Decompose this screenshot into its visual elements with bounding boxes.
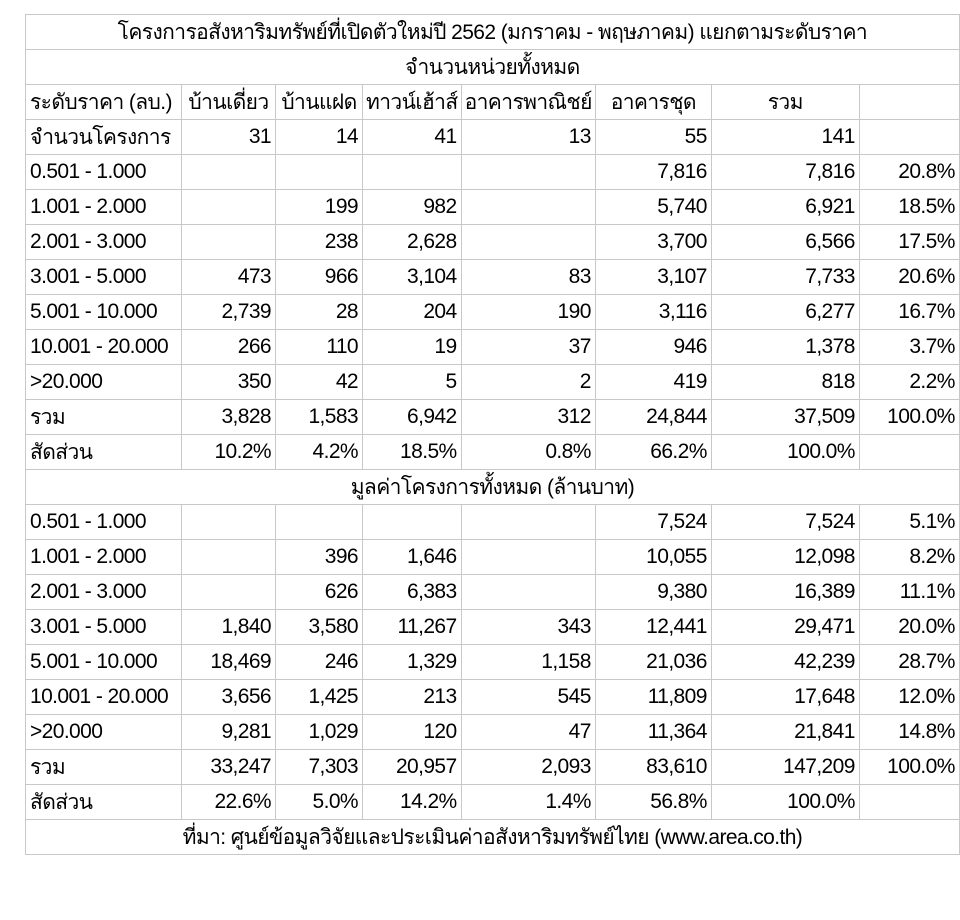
value-cell: 350 [182, 365, 276, 400]
value-cell: 190 [461, 295, 595, 330]
value-cell [182, 505, 276, 540]
value-cell: 83,610 [595, 750, 711, 785]
value-cell: 22.6% [182, 785, 276, 820]
value-cell: 2,739 [182, 295, 276, 330]
value-cell: 982 [363, 190, 462, 225]
value-cell: 120 [363, 715, 462, 750]
value-cell: 7,816 [711, 155, 859, 190]
row-label-cell: ระดับราคา (ลบ.) [26, 85, 182, 120]
column-header-cell: ทาวน์เฮ้าส์ [363, 85, 462, 120]
value-cell: 3,656 [182, 680, 276, 715]
value-cell: 1,029 [276, 715, 363, 750]
value-cell: 47 [461, 715, 595, 750]
value-cell [859, 435, 959, 470]
value-cell: 2,093 [461, 750, 595, 785]
value-cell: 8.2% [859, 540, 959, 575]
value-cell: 473 [182, 260, 276, 295]
row-label-cell: รวม [26, 750, 182, 785]
column-header-cell: อาคารชุด [595, 85, 711, 120]
value-cell: 4.2% [276, 435, 363, 470]
value-cell: 3.7% [859, 330, 959, 365]
row-label-cell: 5.001 - 10.000 [26, 295, 182, 330]
value-cell: 11.1% [859, 575, 959, 610]
value-cell [461, 540, 595, 575]
row-label-cell: 0.501 - 1.000 [26, 155, 182, 190]
value-cell: 17,648 [711, 680, 859, 715]
value-table-row [26, 610, 960, 645]
value-cell: 33,247 [182, 750, 276, 785]
value-cell: 141 [711, 120, 859, 155]
value-cell: 1,158 [461, 645, 595, 680]
value-cell: 14.2% [363, 785, 462, 820]
value-cell: 10,055 [595, 540, 711, 575]
value-cell: 147,209 [711, 750, 859, 785]
value-cell: 10.2% [182, 435, 276, 470]
value-cell: 1,840 [182, 610, 276, 645]
units-table-row [26, 260, 960, 295]
value-cell: 31 [182, 120, 276, 155]
value-cell [363, 155, 462, 190]
value-cell: 18.5% [859, 190, 959, 225]
value-table-row [26, 505, 960, 540]
value-cell: 18,469 [182, 645, 276, 680]
value-cell [461, 155, 595, 190]
value-cell: 1,425 [276, 680, 363, 715]
value-cell: 29,471 [711, 610, 859, 645]
value-cell [182, 190, 276, 225]
value-cell [182, 225, 276, 260]
value-cell: 66.2% [595, 435, 711, 470]
value-table-row [26, 540, 960, 575]
value-cell: 6,383 [363, 575, 462, 610]
value-cell: 100.0% [711, 435, 859, 470]
value-cell: 966 [276, 260, 363, 295]
value-cell [461, 190, 595, 225]
title-row [26, 15, 960, 50]
value-cell: 21,841 [711, 715, 859, 750]
value-cell: 24,844 [595, 400, 711, 435]
value-cell: 3,107 [595, 260, 711, 295]
value-cell: 14 [276, 120, 363, 155]
units-table-row [26, 365, 960, 400]
value-cell: 110 [276, 330, 363, 365]
value-cell: 6,566 [711, 225, 859, 260]
source-row [26, 820, 960, 855]
value-cell: 100.0% [859, 400, 959, 435]
value-cell: 2 [461, 365, 595, 400]
value-cell: 13 [461, 120, 595, 155]
value-cell: 16,389 [711, 575, 859, 610]
value-cell [182, 575, 276, 610]
row-label-cell: 5.001 - 10.000 [26, 645, 182, 680]
value-cell: 626 [276, 575, 363, 610]
row-label-cell: จำนวนโครงการ [26, 120, 182, 155]
units-table-row [26, 295, 960, 330]
value-cell: 20.6% [859, 260, 959, 295]
value-cell: 20.8% [859, 155, 959, 190]
value-cell: 16.7% [859, 295, 959, 330]
row-label-cell: 1.001 - 2.000 [26, 540, 182, 575]
value-cell: 55 [595, 120, 711, 155]
value-cell: 7,524 [595, 505, 711, 540]
value-cell: 37,509 [711, 400, 859, 435]
value-cell: 11,809 [595, 680, 711, 715]
value-cell: 100.0% [859, 750, 959, 785]
header-row [26, 85, 960, 120]
value-cell: 20,957 [363, 750, 462, 785]
units-table-row [26, 190, 960, 225]
value-cell [182, 155, 276, 190]
row-label-cell: สัดส่วน [26, 435, 182, 470]
units-table-row [26, 330, 960, 365]
value-table-row [26, 680, 960, 715]
value-cell: 12,098 [711, 540, 859, 575]
row-label-cell: >20.000 [26, 715, 182, 750]
value-cell [276, 505, 363, 540]
value-cell: 238 [276, 225, 363, 260]
units-table-row [26, 225, 960, 260]
value-cell [182, 540, 276, 575]
value-cell [461, 505, 595, 540]
price-level-table [25, 14, 960, 855]
section-row-units [26, 50, 960, 85]
row-label-cell: 3.001 - 5.000 [26, 610, 182, 645]
row-label-cell: รวม [26, 400, 182, 435]
value-cell [276, 155, 363, 190]
value-cell: 6,942 [363, 400, 462, 435]
value-cell [461, 225, 595, 260]
value-cell [859, 785, 959, 820]
row-label-cell: 2.001 - 3.000 [26, 225, 182, 260]
value-cell: 21,036 [595, 645, 711, 680]
value-cell: 11,267 [363, 610, 462, 645]
value-cell: 20.0% [859, 610, 959, 645]
row-label-cell: 2.001 - 3.000 [26, 575, 182, 610]
column-header-cell: บ้านเดี่ยว [182, 85, 276, 120]
column-header-cell [859, 85, 959, 120]
value-table-row [26, 645, 960, 680]
value-cell: 3,700 [595, 225, 711, 260]
row-label-cell: สัดส่วน [26, 785, 182, 820]
value-cell: 2.2% [859, 365, 959, 400]
source-note: ที่มา: ศูนย์ข้อมูลวิจัยและประเมินค่าอสังหาริมทรัพย์ไทย (www.area.co.th) [26, 820, 960, 855]
column-header-cell: รวม [711, 85, 859, 120]
value-cell: 7,524 [711, 505, 859, 540]
value-cell: 7,816 [595, 155, 711, 190]
table-title: โครงการอสังหาริมทรัพย์ที่เปิดตัวใหม่ปี 2562 (มกราคม - พฤษภาคม) แยกตามระดับราคา [26, 15, 960, 50]
value-cell: 204 [363, 295, 462, 330]
row-label-cell: 3.001 - 5.000 [26, 260, 182, 295]
value-cell: 28.7% [859, 645, 959, 680]
value-cell: 3,828 [182, 400, 276, 435]
row-label-cell: 1.001 - 2.000 [26, 190, 182, 225]
value-cell: 28 [276, 295, 363, 330]
value-cell: 6,921 [711, 190, 859, 225]
row-label-cell: 0.501 - 1.000 [26, 505, 182, 540]
value-cell: 18.5% [363, 435, 462, 470]
row-label-cell: 10.001 - 20.000 [26, 680, 182, 715]
units-table-row [26, 435, 960, 470]
value-cell: 42,239 [711, 645, 859, 680]
value-table-row [26, 575, 960, 610]
value-cell: 9,281 [182, 715, 276, 750]
value-cell: 100.0% [711, 785, 859, 820]
value-cell: 5.1% [859, 505, 959, 540]
value-cell: 213 [363, 680, 462, 715]
row-label-cell: >20.000 [26, 365, 182, 400]
value-cell: 5.0% [276, 785, 363, 820]
value-cell: 246 [276, 645, 363, 680]
value-cell: 83 [461, 260, 595, 295]
value-cell: 1.4% [461, 785, 595, 820]
value-cell: 0.8% [461, 435, 595, 470]
value-cell: 2,628 [363, 225, 462, 260]
value-cell [461, 575, 595, 610]
value-cell: 266 [182, 330, 276, 365]
value-table-row [26, 785, 960, 820]
value-cell: 5 [363, 365, 462, 400]
value-cell: 11,364 [595, 715, 711, 750]
units-table-row [26, 155, 960, 190]
value-cell: 12.0% [859, 680, 959, 715]
value-cell: 12,441 [595, 610, 711, 645]
value-cell [859, 120, 959, 155]
value-cell: 7,733 [711, 260, 859, 295]
value-cell: 946 [595, 330, 711, 365]
value-cell: 7,303 [276, 750, 363, 785]
value-cell: 419 [595, 365, 711, 400]
value-cell: 1,646 [363, 540, 462, 575]
units-table-row [26, 400, 960, 435]
value-cell: 17.5% [859, 225, 959, 260]
value-cell: 818 [711, 365, 859, 400]
value-cell: 3,104 [363, 260, 462, 295]
value-cell: 41 [363, 120, 462, 155]
section-title-units: จำนวนหน่วยทั้งหมด [26, 50, 960, 85]
project-count-row [26, 120, 960, 155]
column-header-cell: บ้านแฝด [276, 85, 363, 120]
value-cell: 14.8% [859, 715, 959, 750]
value-cell: 1,583 [276, 400, 363, 435]
value-cell: 312 [461, 400, 595, 435]
value-cell: 19 [363, 330, 462, 365]
value-cell: 1,378 [711, 330, 859, 365]
value-cell: 343 [461, 610, 595, 645]
value-cell: 56.8% [595, 785, 711, 820]
value-cell: 1,329 [363, 645, 462, 680]
value-cell: 396 [276, 540, 363, 575]
value-cell: 545 [461, 680, 595, 715]
value-cell: 6,277 [711, 295, 859, 330]
value-cell: 3,580 [276, 610, 363, 645]
value-table-row [26, 715, 960, 750]
row-label-cell: 10.001 - 20.000 [26, 330, 182, 365]
section-row-value [26, 470, 960, 505]
value-cell: 42 [276, 365, 363, 400]
value-cell: 3,116 [595, 295, 711, 330]
value-cell: 9,380 [595, 575, 711, 610]
value-table-row [26, 750, 960, 785]
value-cell [363, 505, 462, 540]
column-header-cell: อาคารพาณิชย์ [461, 85, 595, 120]
value-cell: 37 [461, 330, 595, 365]
section-title-value: มูลค่าโครงการทั้งหมด (ล้านบาท) [26, 470, 960, 505]
value-cell: 5,740 [595, 190, 711, 225]
value-cell: 199 [276, 190, 363, 225]
